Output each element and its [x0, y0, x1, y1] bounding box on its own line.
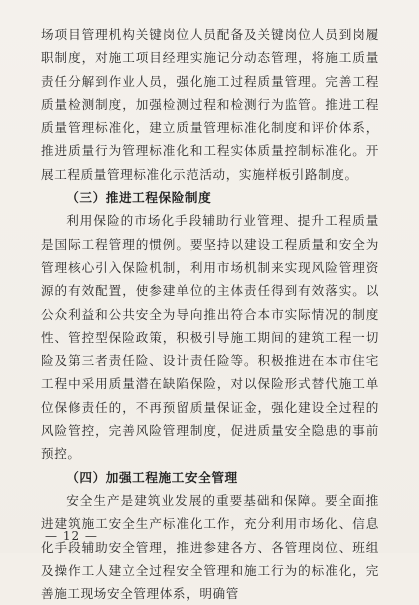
section-heading-safety: （四）加强工程施工安全管理	[66, 469, 238, 485]
section-heading-insurance: （三）推进工程保险制度	[66, 190, 212, 206]
page-number: — 12 —	[45, 529, 98, 543]
paragraph-safety: 安全生产是建筑业发展的重要基础和保障。要全面推进建筑施工安全生产标准化工作，充分利用市场化、信息化手段辅助安全管理，推进参建各方、各管理岗位、班组及操作工人建立全过程安全管理和施工行为的标准化，完善施工现场安全管理体系，明确管	[41, 492, 379, 602]
paragraph-insurance: 利用保险的市场化手段辅助行业管理、提升工程质量是国际工程管理的惯例。要坚持以建设工程质量和安全为管理核心引入保险机制，利用市场机制来实现风险管理资源的有效配置，使参建单位的主体责任得到有效落实。以公众利益和公共安全为导向推出符合本市实际情况的制度性、管控型保险政策，积极引导施工期间的建筑工程一切险及第三者责任险、设计责任险等。积极推进在本市住宅工程中采用质量潜在缺陷保险，对以保险形式替代施工单位保修责任的，不再预留质量保证金，强化建设全过程的风险管控，完善风险管理制度，促进质量安全隐患的事前预控。	[41, 213, 379, 462]
paragraph-quality-management: 场项目管理机构关键岗位人员配备及关键岗位人员到岗履职制度，对施工项目经理实施记分动态管理，将施工质量责任分解到作业人员，强化施工过程质量管理。完善工程质量检测制度，加强检测过程和检测行为监管。推进工程质量管理标准化，建立质量管理标准化制度和评价体系，推进质量行为管理标准化和工程实体质量控制标准化。开展工程质量管理标准化示范活动，实施样板引路制度。	[41, 27, 379, 182]
